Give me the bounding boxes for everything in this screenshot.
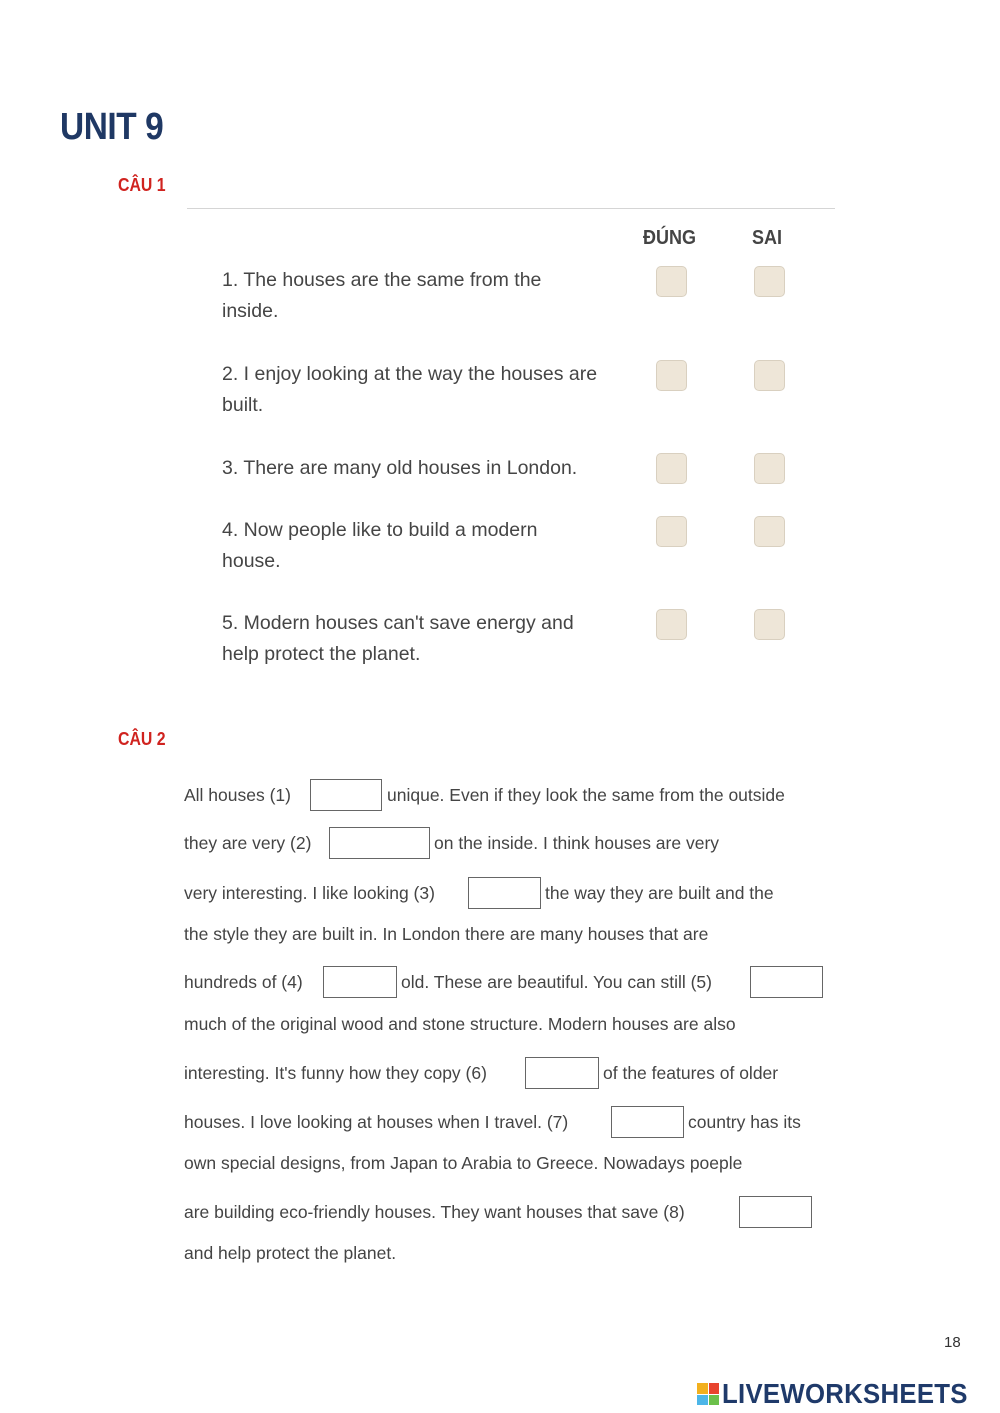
column-header-true: ĐÚNG [643, 227, 697, 249]
section-label-cau-1: CÂU 1 [118, 175, 166, 195]
statement-5 [222, 608, 642, 670]
statement-3 [222, 453, 642, 484]
passage-line-5-cont: old. These are beautiful. You can still (5) [401, 972, 712, 992]
statement-line: 1. The houses are the same from the [222, 269, 542, 291]
blank-5-input[interactable] [750, 966, 823, 998]
blank-7-input[interactable] [611, 1106, 684, 1138]
statement-line: house. [222, 550, 281, 572]
statement-5-false-checkbox[interactable] [754, 609, 785, 640]
passage-line-2-cont: on the inside. I think houses are very [434, 833, 720, 853]
statement-4-false-checkbox[interactable] [754, 516, 785, 547]
brand-text: LIVEWORKSHEETS [722, 1378, 968, 1409]
statement-line: built. [222, 394, 264, 416]
statement-4-true-checkbox[interactable] [656, 516, 687, 547]
blank-3-input[interactable] [468, 877, 541, 909]
passage-line-3: very interesting. I like looking (3) [184, 883, 435, 903]
statement-line: inside. [222, 300, 279, 322]
passage-line-6: much of the original wood and stone structure. Modern houses are also [184, 1014, 736, 1034]
blank-1-input[interactable] [310, 779, 382, 811]
blank-4-input[interactable] [323, 966, 397, 998]
statement-4 [222, 515, 642, 577]
statement-3-false-checkbox[interactable] [754, 453, 785, 484]
blank-2-input[interactable] [329, 827, 430, 859]
page-number: 18 [944, 1334, 961, 1351]
passage-line-3-cont: the way they are built and the [545, 883, 774, 903]
passage-line-8: houses. I love looking at houses when I travel. (7) [184, 1112, 569, 1132]
blank-6-input[interactable] [525, 1057, 599, 1089]
passage-line-9: own special designs, from Japan to Arabia to Greece. Nowadays poeple [184, 1153, 743, 1173]
passage-line-7-cont: of the features of older [603, 1063, 779, 1083]
section-label-cau-2: CÂU 2 [118, 729, 166, 749]
liveworksheets-brand[interactable] [697, 1378, 989, 1410]
column-header-false: SAI [752, 227, 783, 249]
statement-line: 4. Now people like to build a modern [222, 519, 538, 541]
statement-1-false-checkbox[interactable] [754, 266, 785, 297]
unit-title: UNIT 9 [60, 106, 164, 148]
passage-line-7: interesting. It's funny how they copy (6) [184, 1063, 487, 1083]
statement-line: 5. Modern houses can't save energy and [222, 612, 574, 634]
passage-line-10: are building eco-friendly houses. They want houses that save (8) [184, 1202, 685, 1222]
passage-line-4: the style they are built in. In London there are many houses that are [184, 924, 709, 944]
statement-line: 3. There are many old houses in London. [222, 457, 578, 479]
statement-line: 2. I enjoy looking at the way the houses are [222, 363, 598, 385]
statement-line: help protect the planet. [222, 643, 421, 665]
statement-2-true-checkbox[interactable] [656, 360, 687, 391]
statement-2-false-checkbox[interactable] [754, 360, 785, 391]
passage-line-1-cont: unique. Even if they look the same from the outside [387, 785, 785, 805]
blank-8-input[interactable] [739, 1196, 812, 1228]
statement-3-true-checkbox[interactable] [656, 453, 687, 484]
passage-line-1: All houses (1) [184, 785, 291, 805]
statement-1 [222, 265, 642, 327]
passage-line-2: they are very (2) [184, 833, 312, 853]
statement-2 [222, 359, 642, 421]
divider [187, 208, 835, 209]
passage-line-11: and help protect the planet. [184, 1243, 397, 1263]
passage-line-5: hundreds of (4) [184, 972, 303, 992]
passage-line-8-cont: country has its [688, 1112, 801, 1132]
statement-1-true-checkbox[interactable] [656, 266, 687, 297]
statement-5-true-checkbox[interactable] [656, 609, 687, 640]
liveworksheets-logo-icon [697, 1383, 719, 1405]
